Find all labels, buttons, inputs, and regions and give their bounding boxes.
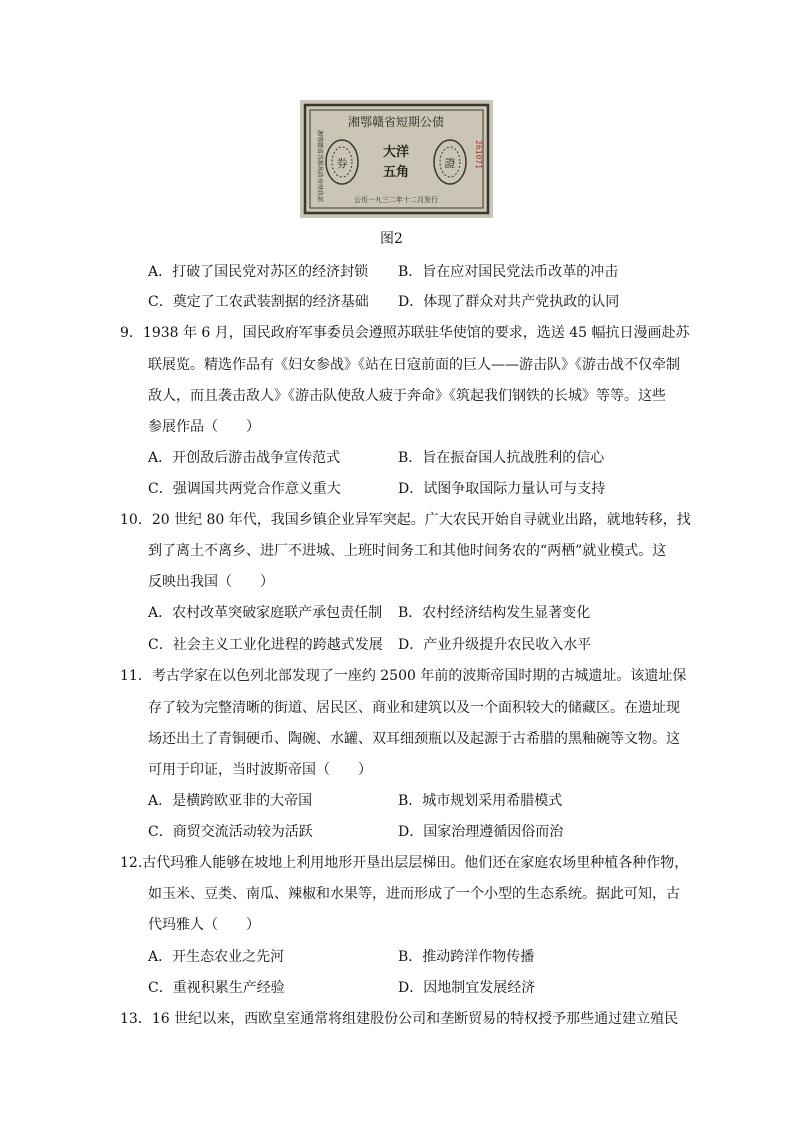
svg-text:券: 券 — [336, 157, 348, 170]
q9-line-3: 敌人，而且袭击敌人》《游击队使敌人疲于奔命》《筑起我们钢铁的长城》等等。这些 — [148, 388, 666, 404]
q9-line-1: 9．1938 年 6 月，国民政府军事委员会遵照苏联驻华使馆的要求，选送 45 幅抗日漫画赴苏 — [120, 325, 690, 341]
bond-issue-date: 公历一九三二年十二月发行 — [354, 196, 438, 204]
bond-image — [300, 100, 493, 218]
q11-line-4: 可用于印证，当时波斯帝国（ ） — [148, 762, 372, 778]
q11-option-c: C．商贸交流活动较为活跃 — [148, 824, 313, 840]
q12-option-b: B．推动跨洋作物传播 — [398, 949, 535, 965]
q12-option-a: A．开生态农业之先河 — [148, 949, 285, 965]
svg-text:五角: 五角 — [382, 165, 410, 180]
q12-line-3: 代玛雅人（ ） — [148, 917, 260, 933]
q8-option-d: D．体现了群众对共产党执政的认同 — [398, 294, 620, 310]
q10-option-a: A．农村改革突破家庭联产承包责任制 — [148, 605, 383, 621]
q12-option-c: C．重视积累生产经验 — [148, 980, 285, 996]
q11-line-2: 存了较为完整清晰的街道、居民区、商业和建筑以及一个面积较大的储藏区。在遗址现 — [148, 700, 680, 716]
q13-line-1: 13．16 世纪以来，西欧皇室通常将组建股份公司和垄断贸易的特权授予那些通过建立殖民 — [120, 1011, 679, 1027]
q10-line-2: 到了离土不离乡、进厂不进城、上班时间务工和其他时间务农的“两栖”就业模式。这 — [148, 543, 667, 559]
q9-option-b: B．旨在振奋国人抗战胜利的信心 — [398, 450, 605, 466]
bond-left-text: 湘鄂赣省苏维埃政府财政部 — [316, 130, 323, 203]
q9-option-d: D．试图争取国际力量认可与支持 — [398, 481, 606, 497]
q10-option-c: C．社会主义工业化进程的跨越式发展 — [148, 637, 383, 653]
q11-line-1: 11．考古学家在以色列北部发现了一座约 2500 年前的波斯帝国时期的古城遗址。该遗址保 — [120, 668, 687, 684]
q9-option-a: A．开创敌后游击战争宣传范式 — [148, 450, 341, 466]
figure-caption: 图2 — [380, 231, 403, 247]
q10-line-3: 反映出我国（ ） — [148, 574, 274, 590]
bond-serial: 261071 — [474, 140, 483, 169]
q9-option-c: C．强调国共两党合作意义重大 — [148, 481, 341, 497]
q9-line-4: 参展作品（ ） — [148, 419, 260, 435]
q11-line-3: 场还出土了青铜硬币、陶碗、水罐、双耳细颈瓶以及起源于古希腊的黑釉碗等文物。这 — [148, 731, 680, 747]
q10-option-d: D．产业升级提升农民收入水平 — [398, 637, 592, 653]
q12-option-d: D．因地制宜发展经济 — [398, 980, 536, 996]
svg-text:證: 證 — [444, 157, 456, 170]
q12-line-2: 如玉米、豆类、南瓜、辣椒和水果等，进而形成了一个小型的生态系统。据此可知，古 — [148, 886, 680, 902]
q12-line-1: 12.古代玛雅人能够在坡地上利用地形开垦出层层梯田。他们还在家庭农场里种植各种作物， — [120, 855, 689, 871]
bond-title: 湘鄂赣省短期公债 — [347, 115, 445, 129]
svg-text:大洋: 大洋 — [382, 145, 410, 160]
q8-option-a: A．打破了国民党对苏区的经济封锁 — [148, 264, 369, 280]
q11-option-a: A．是横跨欧亚非的大帝国 — [148, 793, 313, 809]
q8-option-c: C．奠定了工农武装割据的经济基础 — [148, 294, 369, 310]
q9-line-2: 联展览。精选作品有《妇女参战》《站在日寇前面的巨人——游击队》《游击战不仅牵制 — [148, 357, 680, 373]
q11-option-d: D．国家治理遵循因俗而治 — [398, 824, 564, 840]
q11-option-b: B．城市规划采用希腊模式 — [398, 793, 563, 809]
q10-option-b: B．农村经济结构发生显著变化 — [398, 605, 591, 621]
q10-line-1: 10．20 世纪 80 年代，我国乡镇企业异军突起。广大农民开始自寻就业出路，就地转移，找 — [120, 512, 691, 528]
q8-option-b: B．旨在应对国民党法币改革的冲击 — [398, 264, 619, 280]
